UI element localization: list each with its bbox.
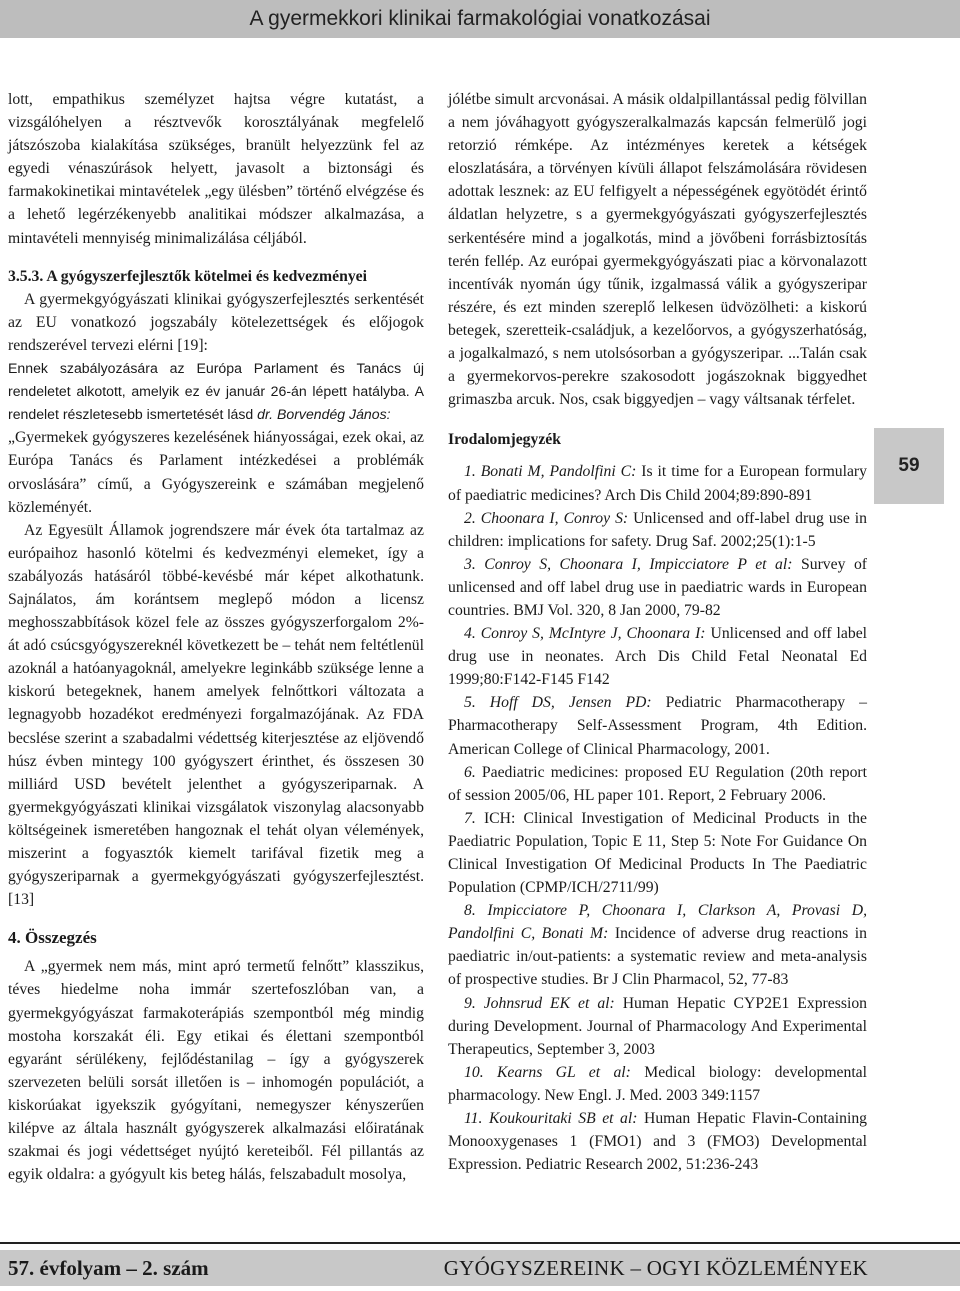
reference-authors: Conroy S, Choonara I, Impicciatore P et al: — [484, 555, 793, 573]
references-title: Irodalomjegyzék — [448, 431, 561, 449]
reference-number: 3. — [464, 555, 476, 573]
paragraph: lott, empathikus személyzet hajtsa végre kutatást, a vizsgálóhelyen a résztvevők korosztályának megfelelő játszószoba kialakítása szükséges, branült helyezzünk fel az egyedi vénaszúrások helyett, javasolt a biztonsági és farmakokinetikai mintavételek „egy ülésben” történő elvégzése és a lehető legérzékenyebb analitikai módszer alkalmazása, a mintavételi mennyiség minimalizálása céljából. — [8, 91, 424, 247]
footer-journal: GYÓGYSZEREINK – OGYI KÖZLEMÉNYEK — [440, 1250, 960, 1286]
reference-text: Human Hepatic CYP2E1 Expression during Development. Journal of Pharmacology And Experimental Therapeutics, September 3, 2003 — [448, 994, 868, 1058]
reference-authors: Conroy S, McIntyre J, Choonara I: — [480, 625, 706, 643]
running-header: A gyermekkori klinikai farmakológiai vonatkozásai — [0, 0, 960, 38]
reference-number: 6. — [464, 763, 476, 781]
paragraph-text: Ennek szabályozására az Európa Parlament és Tanács új rendeletet alkotott, amelyik ez év január 26-án lépett hatályba. A rendelet részletesebb ismertetését lásd — [8, 360, 424, 423]
paragraph: Az Egyesült Államok jogrendszere már évek óta tartalmaz az európaihoz hasonló kötelmi és kedvezményi elemeket, így a szabályozás hatásáról többé-kevésbé már képet alkothatunk. Sajnálatos, ám korántsem meglepő módon a licensz meghosszabbítások közel fele az összes gyógyszerforgalom 2%-át adó csúcsgyógyszereknél következett be – tehát nem feltétlenül azoknál a hatóanyagoknál, amelyekre leginkább szüksége lenne a kiskorú betegeknek, hanem amelyek felnőttkori változata a legnagyobb hozadékot eredményezi forgalmazójának. Az FDA becslése szerint a szabadalmi védettség kiterjesztése az eljövendő húsz évben mintegy 100 gyógyszert érinthet, és összesen 30 milliárd USD bevételt jelenthet a gyógyszeriparnak. A gyermekgyógyászati klinikai vizsgálatok viszonylag alacsonyabb költségeinek ismeretében hangoznak el tehát olyan vélemények, miszerint a fogyasztók kiemelt tarifával fizetik meg a gyógyszeriparnak a gyermekgyógyászati gyógyszerfejlesztést. [13] — [8, 521, 424, 909]
paragraph: A „gyermek nem más, mint apró termetű felnőtt” klasszikus, téves hiedelme noha immár szertefoszlóban van, a gyermekgyógyászat farmakoterápiás szempontból még mindig mostoha korszakát éli. Egy etikai és élettani szempontból egyaránt sérülékeny, fejlődéstanilag – így a gyógyszerek szervezeten belüli sorsát illetően is – inhomogén populációt, a kiskorúakat igyekszik gyógyítani, nemegyszer kényszerűen kilépve az általa használt gyógyszerek alkalmazási előiratának szakmai és jogi védettséget nyújtó kereteiből. Fél pillantás az egyik oldalra: a gyógyult kis beteg hálás, felszabadult mosolya, — [8, 958, 424, 1184]
right-column — [448, 88, 867, 1176]
paragraph: jólétbe simult arcvonásai. A másik oldalpillantással pedig fölvillan a nem jóváhagyott gyógyszeralkalmazás kapcsán felmerülő jogi retorzió rémképe. Az intézményes keretek a kétségek eloszlatására, a törvényen kívüli állapot felszámolására rövidesen adottak lesznek: az EU felfigyelt a népességének egyötödét érintő áldatlan helyzetre, s a gyermekgyógyászati gyógyszerfejlesztés serkentésére mind a jogalkotás, mind a jövőbeni forrásbiztosítás terén fellép. Az európai gyermekgyógyászati piac a körvonalazott incentívák nyomán úgy tűnik, izgalmassá válik a gyógyszeripar részére, és ezt minden szereplő lelkesen üdvözölheti: a kiskorú betegek, szeretteik-családjuk, a kezelőorvos, a gyógyszerhatóság, a jogalkalmazó, s nem utolsósorban a gyógyszeripar. ...Talán csak a gyermekorvos-perekre szakosodott jogászoknak biggyedhet grimaszba arcuk. Nos, csak biggyedjen – vagy váltsanak térfelet. — [448, 91, 867, 409]
author-reference: dr. Borvendég János: — [257, 406, 391, 423]
reference-number: 4. — [464, 625, 476, 643]
reference-number: 11. — [464, 1110, 483, 1128]
reference-text: Incidence of adverse drug reactions in paediatric in/out-patients: a systematic review and meta-analysis of prospective studies. Br J Clin Pharmacol, 52, 77-83 — [448, 925, 867, 989]
reference-item — [448, 460, 867, 506]
subsection-title: 3.5.3. A gyógyszerfejlesztők kötelmei és kedvezményei — [8, 267, 367, 285]
paragraph: A gyermekgyógyászati klinikai gyógyszerfejlesztés serkentését az EU vonatkozó jogszabály kötelezettségek és előjogok rendszerével tervezi elérni [19]: — [8, 290, 424, 354]
reference-item — [448, 992, 867, 1061]
reference-authors: Impicciatore P, Choonara I, Clarkson A, Provasi D, Pandolfini C, Bonati M: — [448, 902, 868, 943]
reference-authors: Hoff DS, Jensen PD: — [489, 694, 652, 712]
reference-item — [448, 807, 867, 899]
reference-text: Survey of unlicensed and off label drug use in paediatric wards in European countries. BMJ Vol. 320, 8 Jan 2000, 79-82 — [448, 555, 868, 619]
reference-authors: Bonati M, Pandolfini C: — [480, 463, 637, 481]
reference-authors: Johnsrud EK et al: — [483, 994, 615, 1012]
reference-authors: Choonara I, Conroy S: — [480, 509, 629, 527]
reference-number: 8. — [464, 902, 476, 920]
footer-volume: 57. évfolyam – 2. szám — [0, 1250, 440, 1286]
reference-item — [448, 553, 867, 622]
reference-number: 5. — [464, 694, 476, 712]
reference-text: Unlicensed and off-label drug use in children: implications for safety. Drug Saf. 2002;25(1):1-5 — [448, 509, 868, 550]
reference-item — [448, 507, 867, 553]
reference-item — [448, 761, 867, 807]
reference-authors: Kearns GL et al: — [496, 1063, 631, 1081]
section-title: 4. Összegzés — [8, 928, 97, 948]
reference-item — [448, 899, 867, 991]
reference-list — [448, 460, 867, 1176]
reference-text: Paediatric medicines: proposed EU Regulation (20th report of session 2005/06, HL paper 101. Report, 2 February 2006. — [448, 763, 868, 804]
reference-number: 7. — [464, 809, 476, 827]
reference-text: Is it time for a European formulary of paediatric medicines? Arch Dis Child 2004;89:890-891 — [448, 463, 868, 504]
reference-text: Pediatric Pharmacotherapy – Pharmacotherapy Self-Assessment Program, 4th Edition. American College of Clinical Pharmacology, 2001. — [448, 694, 868, 758]
left-column — [8, 88, 424, 1186]
reference-authors: Koukouritaki SB et al: — [488, 1110, 638, 1128]
reference-number: 9. — [464, 994, 476, 1012]
reference-item — [448, 622, 867, 691]
reference-item — [448, 691, 867, 760]
reference-text: Human Hepatic Flavin-Containing Monooxygenases 1 (FMO1) and 3 (FMO3) Developmental Expression. Pediatric Research 2002, 51:236-243 — [448, 1110, 868, 1174]
reference-item — [448, 1061, 867, 1107]
reference-text: ICH: Clinical Investigation of Medicinal Products in the Paediatric Population, Topic E 11, Step 5: Note For Guidance On Clinical Investigation Of Medicinal Products In The Paediatric Population (CPMP/ICH/2711/99) — [448, 809, 867, 897]
paragraph — [8, 357, 424, 426]
reference-number: 2. — [464, 509, 476, 527]
page-number: 59 — [874, 428, 944, 504]
reference-number: 10. — [464, 1063, 484, 1081]
reference-item — [448, 1107, 867, 1176]
reference-text: Unlicensed and off label drug use in neonates. Arch Dis Child Fetal Neonatal Ed 1999;80:F142-F145 F142 — [448, 625, 868, 689]
reference-number: 1. — [464, 463, 476, 481]
paragraph: „Gyermekek gyógyszeres kezelésének hiányosságai, ezek okai, az Európa Tanács és Parlament intézkedései a problémák orvoslására” című, a Gyógyszereink e számában megjelenő közleményét. — [8, 429, 424, 516]
reference-text: Medical biology: developmental pharmacology. New Engl. J. Med. 2003 349:1157 — [448, 1063, 868, 1104]
footer-divider — [0, 1242, 960, 1244]
